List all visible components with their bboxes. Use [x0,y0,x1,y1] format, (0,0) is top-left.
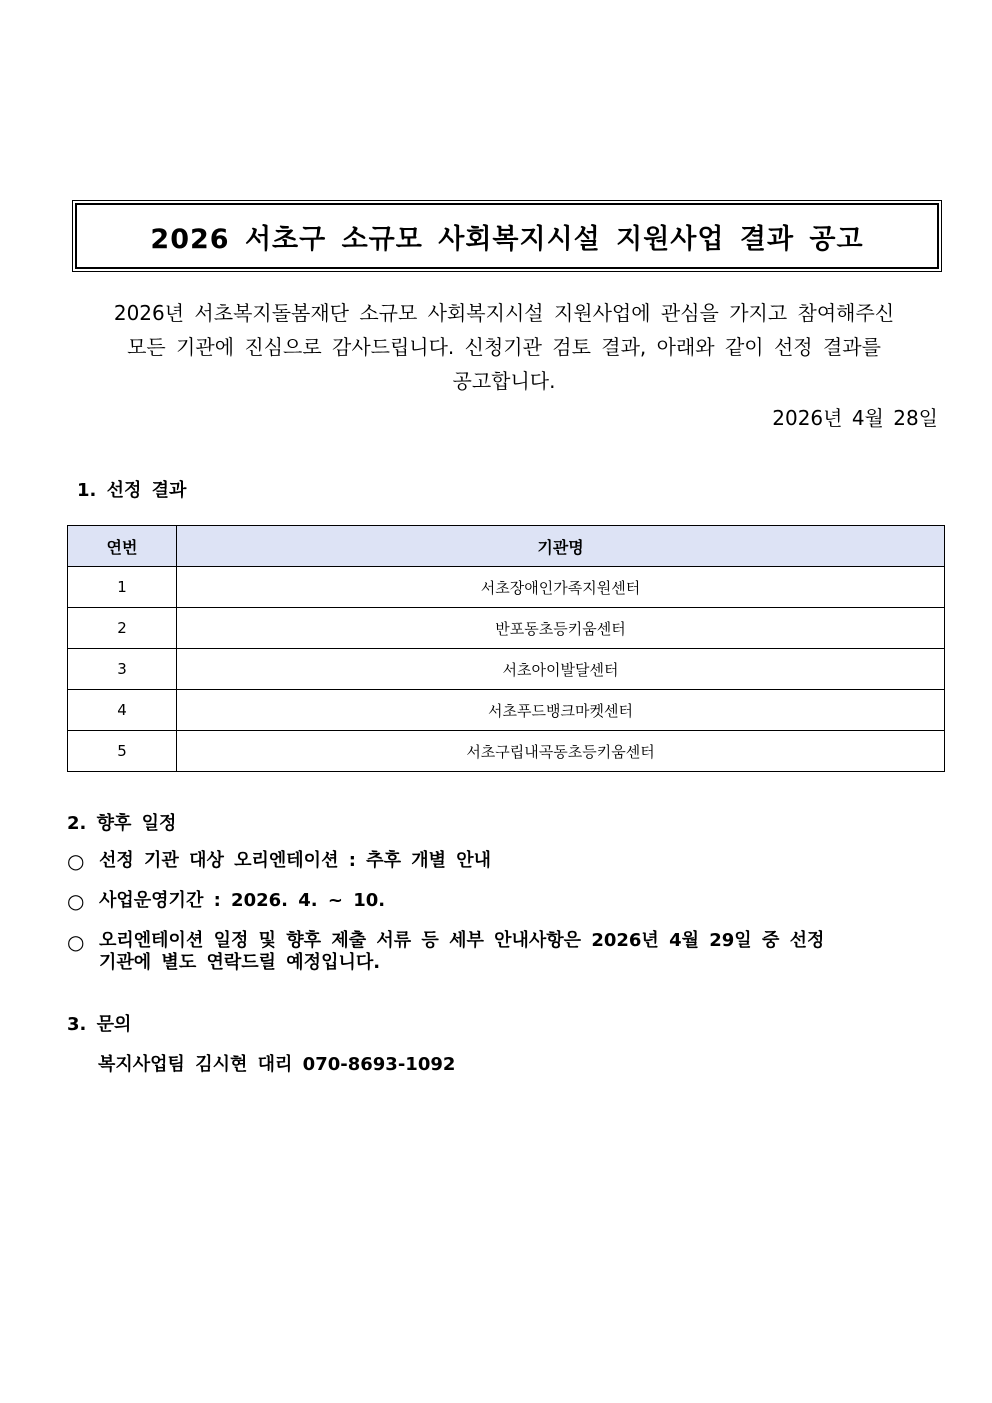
schedule-item-line: 오리엔테이션 일정 및 향후 제출 서류 등 세부 안내사항은 2026년 4월 29일 중 선정 [99,930,825,951]
row-institution: 서초구립내곡동초등키움센터 [177,731,945,772]
schedule-item-text: 선정 기관 대상 오리엔테이션 : 추후 개별 안내 [99,850,492,871]
intro-line: 공고합니다. [452,369,556,393]
table-row [68,649,945,690]
section-3-title: 3. 문의 [67,1014,132,1035]
row-institution: 서초푸드뱅크마켓센터 [177,690,945,731]
row-number: 5 [68,731,177,772]
row-number: 1 [68,567,177,608]
schedule-item-text: 사업운영기간 : 2026. 4. ~ 10. [99,890,386,911]
intro-line: 모든 기관에 진심으로 감사드립니다. 신청기관 검토 결과, 아래와 같이 선정 결과를 [127,335,881,359]
schedule-item [67,930,897,974]
document-title: 2026 서초구 소규모 사회복지시설 지원사업 결과 공고 [75,203,939,269]
intro-paragraph [66,296,942,398]
table-header-row [68,526,945,567]
table-row [68,731,945,772]
selection-result-table [67,525,945,772]
row-number: 2 [68,608,177,649]
intro-line: 2026년 서초복지돌봄재단 소규모 사회복지시설 지원사업에 관심을 가지고 참여해주신 [113,301,895,325]
announcement-date: 2026년 4월 28일 [772,406,938,430]
schedule-item-text [99,930,824,974]
table-row [68,690,945,731]
header-institution: 기관명 [177,526,945,567]
section-1-title: 1. 선정 결과 [77,480,187,501]
header-number: 연번 [68,526,177,567]
section-2-title: 2. 향후 일정 [67,813,177,834]
row-institution: 서초장애인가족지원센터 [177,567,945,608]
row-number: 3 [68,649,177,690]
schedule-item [67,889,897,913]
table-row [68,608,945,649]
circle-bullet-icon: ○ [67,889,85,913]
circle-bullet-icon: ○ [67,849,85,873]
row-number: 4 [68,690,177,731]
contact-info: 복지사업팀 김시현 대리 070-8693-1092 [98,1054,456,1075]
row-institution: 서초아이발달센터 [177,649,945,690]
schedule-item-line: 기관에 별도 연락드릴 예정입니다. [99,952,381,973]
table-row [68,567,945,608]
title-box [72,200,942,272]
circle-bullet-icon: ○ [67,930,85,954]
schedule-item [67,849,897,873]
row-institution: 반포동초등키움센터 [177,608,945,649]
